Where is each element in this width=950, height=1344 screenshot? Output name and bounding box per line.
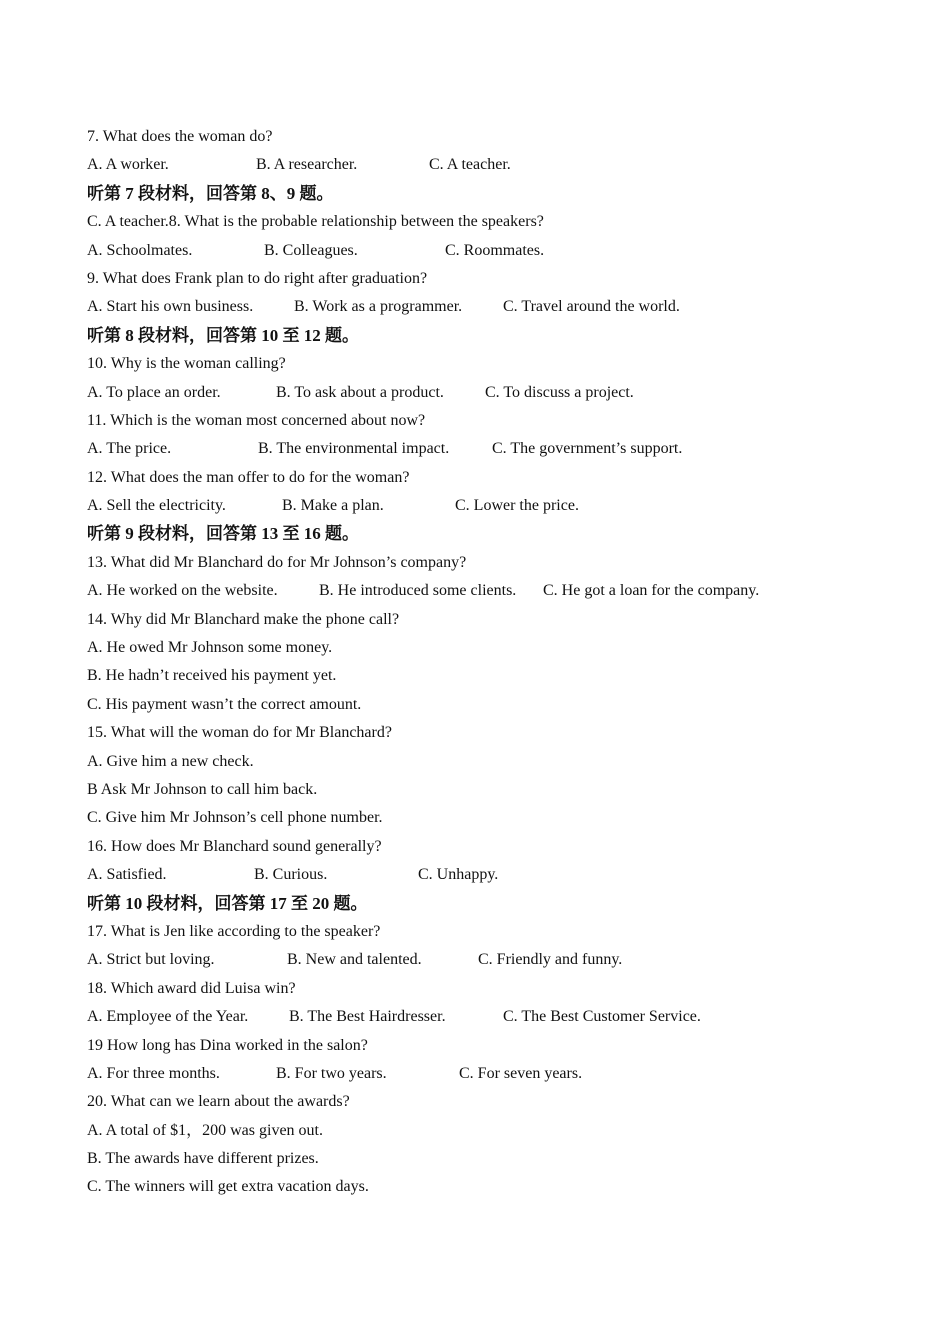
question-line: 9. What does Frank plan to do right after graduation? xyxy=(87,269,428,287)
answer-options-row xyxy=(87,237,887,265)
question-line: C. His payment wasn’t the correct amount. xyxy=(87,695,362,713)
section-heading: 听第 7 段材料，回答第 8、9 题。 xyxy=(87,183,334,203)
answer-option: A. The price. xyxy=(87,440,172,458)
section-heading: 听第 10 段材料，回答第 17 至 20 题。 xyxy=(87,893,368,913)
answer-option: C. The government’s support. xyxy=(492,440,683,458)
question-line: 12. What does the man offer to do for the woman? xyxy=(87,468,410,486)
question-line: C. Give him Mr Johnson’s cell phone number. xyxy=(87,809,383,827)
answer-option: B. To ask about a product. xyxy=(276,383,444,401)
answer-options-row xyxy=(87,946,887,974)
answer-options-row xyxy=(87,293,887,321)
answer-option: C. Travel around the world. xyxy=(503,298,680,316)
answer-option: C. The Best Customer Service. xyxy=(503,1008,701,1026)
question-line: 18. Which award did Luisa win? xyxy=(87,979,296,997)
answer-option: A. Satisfied. xyxy=(87,866,167,884)
answer-option: B. Colleagues. xyxy=(264,241,358,259)
answer-option: B. Curious. xyxy=(254,866,328,884)
answer-option: B. For two years. xyxy=(276,1064,387,1082)
question-line: B Ask Mr Johnson to call him back. xyxy=(87,780,318,798)
question-line: 11. Which is the woman most concerned about now? xyxy=(87,411,426,429)
answer-option: C. To discuss a project. xyxy=(485,383,634,401)
question-line: C. A teacher.8. What is the probable relationship between the speakers? xyxy=(87,213,544,231)
answer-option: A. To place an order. xyxy=(87,383,221,401)
answer-option: B. He introduced some clients. xyxy=(319,582,517,600)
answer-option: A. A worker. xyxy=(87,156,169,174)
answer-option: A. Start his own business. xyxy=(87,298,254,316)
answer-option: C. For seven years. xyxy=(459,1064,583,1082)
answer-option: A. Employee of the Year. xyxy=(87,1008,249,1026)
answer-options-row xyxy=(87,379,887,407)
answer-options-row xyxy=(87,492,887,520)
question-line: 20. What can we learn about the awards? xyxy=(87,1093,350,1111)
answer-option: A. Schoolmates. xyxy=(87,241,193,259)
question-line: B. The awards have different prizes. xyxy=(87,1150,319,1168)
question-list xyxy=(87,123,887,1202)
answer-option: C. Roommates. xyxy=(445,241,545,259)
question-line: 13. What did Mr Blanchard do for Mr Johnson’s company? xyxy=(87,553,467,571)
section-heading: 听第 8 段材料，回答第 10 至 12 题。 xyxy=(87,325,359,345)
answer-option: B. The Best Hairdresser. xyxy=(289,1008,446,1026)
question-line: 17. What is Jen like according to the speaker? xyxy=(87,922,381,940)
answer-options-row xyxy=(87,861,887,889)
answer-option: C. A teacher. xyxy=(429,156,511,174)
answer-option: B. New and talented. xyxy=(287,951,422,969)
section-heading: 听第 9 段材料，回答第 13 至 16 题。 xyxy=(87,524,359,544)
answer-options-row xyxy=(87,1060,887,1088)
answer-option: A. Strict but loving. xyxy=(87,951,215,969)
question-line: 15. What will the woman do for Mr Blanchard? xyxy=(87,724,392,742)
answer-option: C. He got a loan for the company. xyxy=(543,582,760,600)
answer-option: B. The environmental impact. xyxy=(258,440,450,458)
question-line: 16. How does Mr Blanchard sound generally? xyxy=(87,837,382,855)
question-line: 14. Why did Mr Blanchard make the phone call? xyxy=(87,610,400,628)
question-line: 7. What does the woman do? xyxy=(87,128,273,145)
question-line: A. A total of $1，200 was given out. xyxy=(87,1121,323,1139)
question-line: C. The winners will get extra vacation days. xyxy=(87,1178,369,1196)
question-line: 19 How long has Dina worked in the salon? xyxy=(87,1036,368,1054)
answer-option: A. Sell the electricity. xyxy=(87,497,226,515)
answer-option: C. Friendly and funny. xyxy=(478,951,623,969)
answer-options-row xyxy=(87,1003,887,1031)
answer-option: B. A researcher. xyxy=(256,156,358,174)
answer-option: C. Unhappy. xyxy=(418,866,499,884)
answer-option: B. Make a plan. xyxy=(282,497,384,515)
answer-option: A. For three months. xyxy=(87,1064,220,1082)
answer-option: B. Work as a programmer. xyxy=(294,298,463,316)
answer-option: C. Lower the price. xyxy=(455,497,579,515)
question-line: A. Give him a new check. xyxy=(87,752,254,770)
answer-option: A. He worked on the website. xyxy=(87,582,278,600)
answer-options-row xyxy=(87,577,887,605)
answer-options-row xyxy=(87,435,887,463)
question-line: B. He hadn’t received his payment yet. xyxy=(87,667,337,685)
answer-options-row xyxy=(87,151,887,179)
question-line: A. He owed Mr Johnson some money. xyxy=(87,639,333,657)
question-line: 10. Why is the woman calling? xyxy=(87,355,286,373)
